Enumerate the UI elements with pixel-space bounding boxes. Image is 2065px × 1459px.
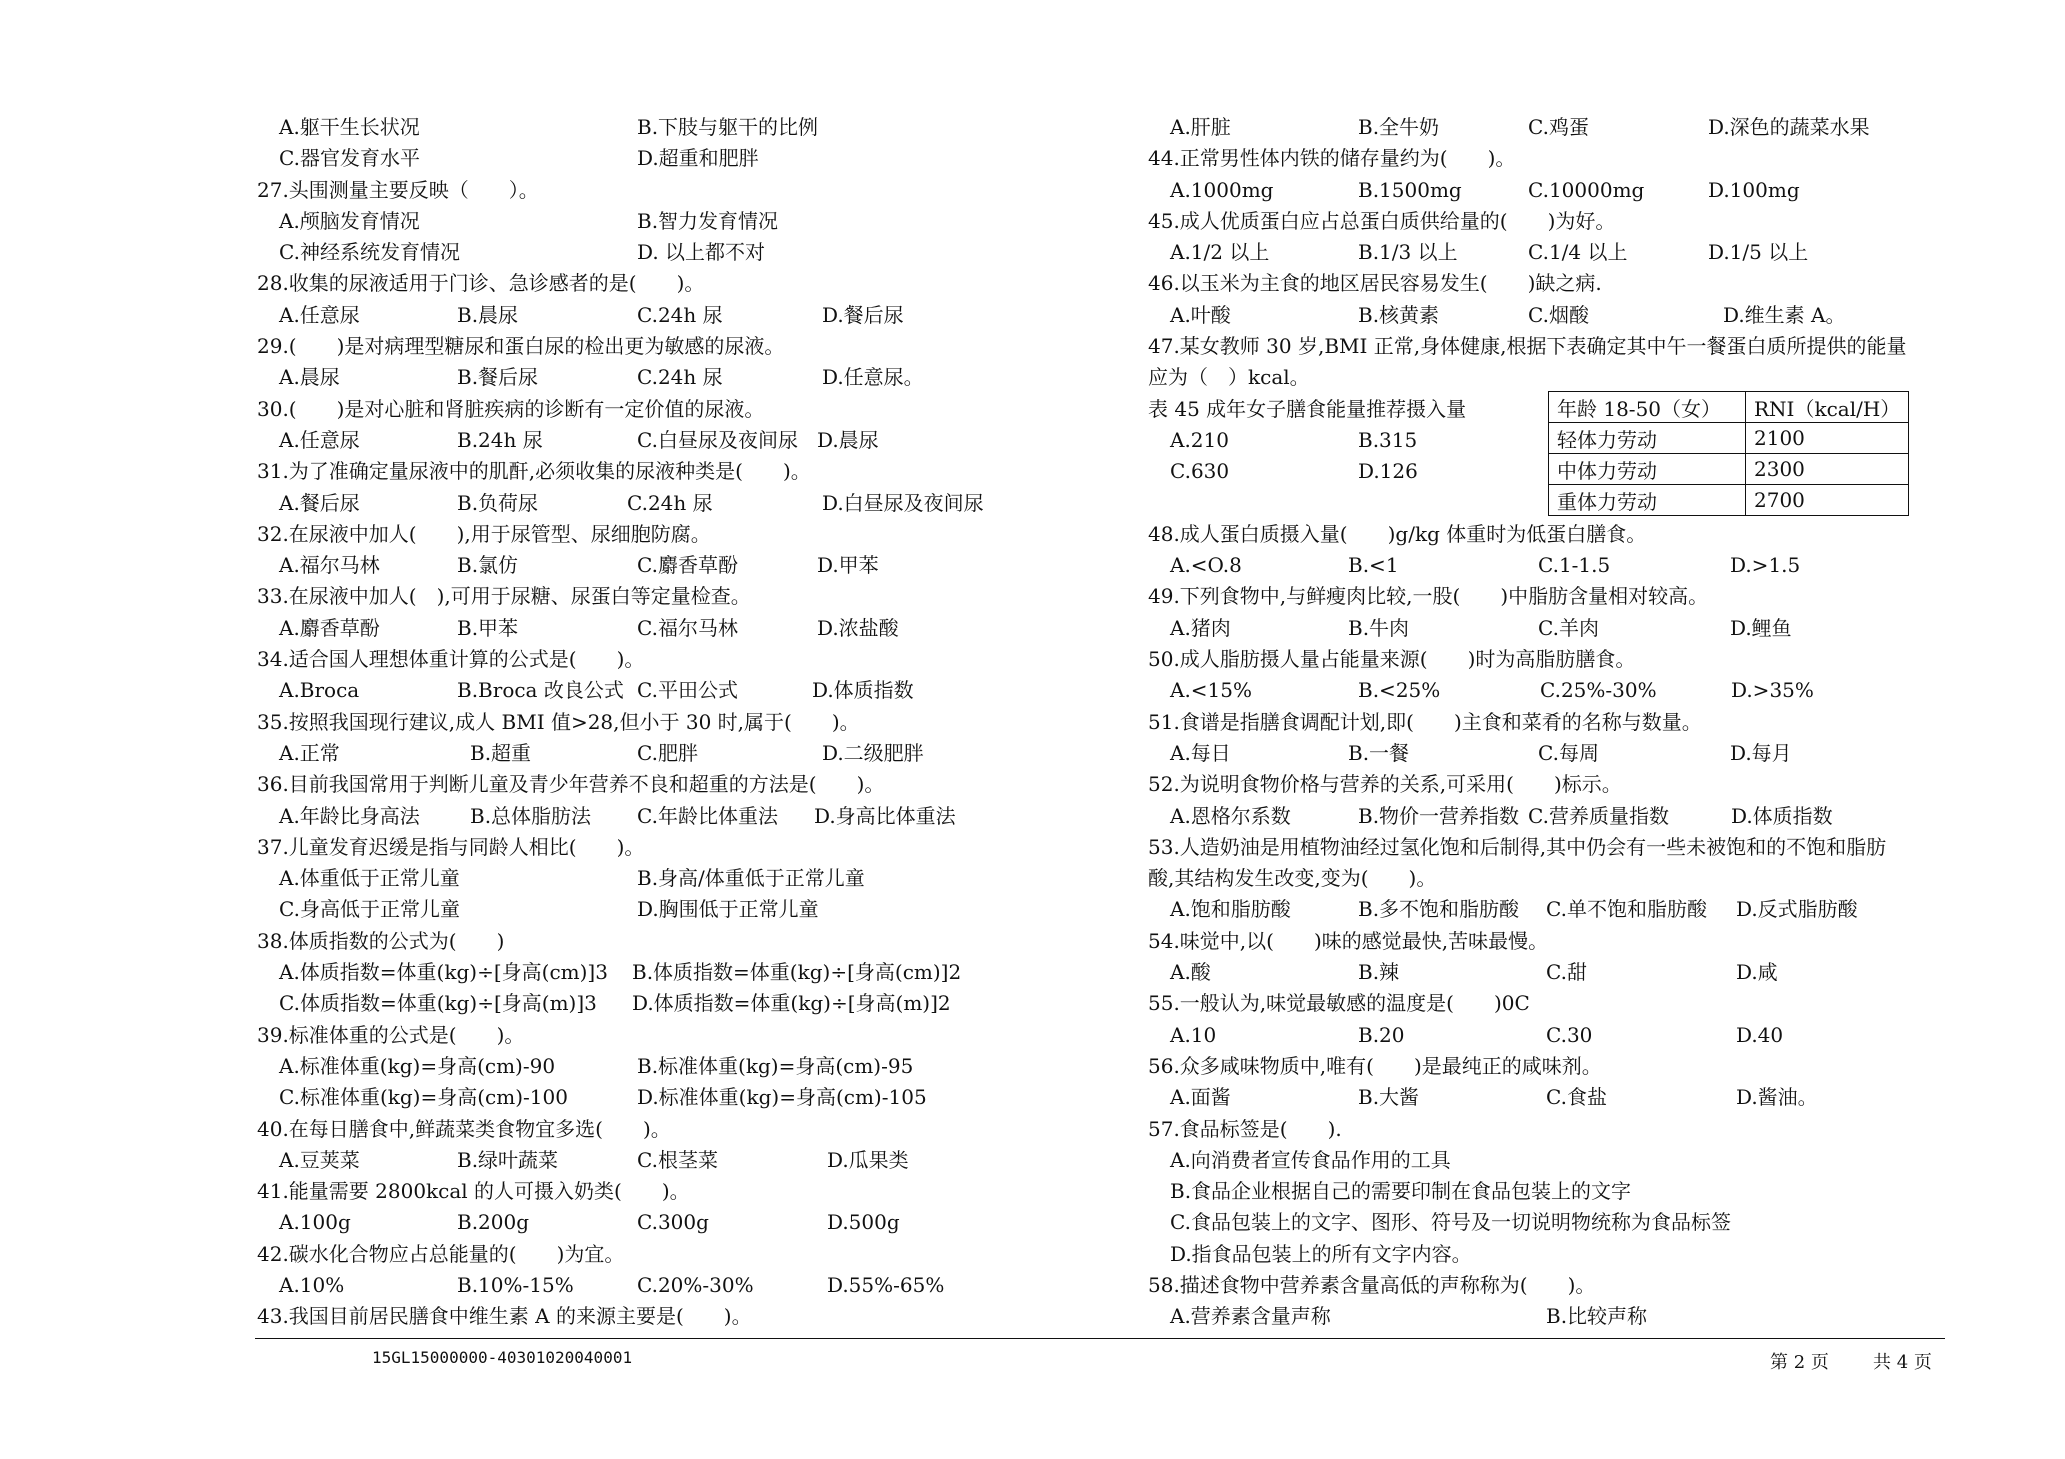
option-a: A.酸 [1170,960,1211,985]
options-line [257,894,1032,925]
option-b: D.超重和肥胖 [637,146,759,171]
question-line: 34.适合国人理想体重计算的公式是( )。 [257,647,645,672]
option-b: B.餐后尿 [457,365,539,390]
options-line [257,1207,1032,1238]
question-line: 51.食谱是指膳食调配计划,即( )主食和菜肴的名称与数量。 [1148,709,1702,734]
question-line: 52.为说明食物价格与营养的关系,可采用( )标示。 [1148,772,1622,797]
question-line: 44.正常男性体内铁的储存量约为( )。 [1148,146,1516,171]
footer-code: 15GL15000000-40301020040001 [372,1348,633,1367]
options-line [1148,613,1948,644]
question-line: 27.头围测量主要反映（ ）。 [257,177,539,202]
option-b: B.总体脂肪法 [470,803,592,828]
option-d: D.鲤鱼 [1730,615,1792,640]
options-line [1148,1239,1948,1270]
option-b: B.核黄素 [1358,302,1440,327]
option-d: D.深色的蔬菜水果 [1708,115,1870,139]
footer-page-number: 第 2 页 [1770,1352,1829,1373]
options-line [257,206,1032,237]
option-a: C.标准体重(kg)=身高(cm)-100 [279,1085,568,1110]
option-b: B.甲苯 [457,615,519,640]
question-line: 57.食品标签是( ). [1148,1116,1342,1141]
option-b: B.下肢与躯干的比例 [637,115,819,139]
options-line [1148,1301,1948,1332]
option-a: B.食品企业根据自己的需要印制在食品包装上的文字 [1170,1179,1632,1204]
option-d: D.每月 [1730,740,1792,765]
table-row [1549,485,1909,516]
option-d: D.任意尿。 [822,365,924,390]
option-b: B.315 [1358,427,1418,452]
option-a: A.体重低于正常儿童 [279,866,460,891]
option-d: D.身高比体重法 [814,803,956,828]
options-line [1148,675,1948,706]
option-d: D.40 [1736,1022,1784,1047]
options-line [257,300,1032,331]
option-d: D.甲苯 [817,553,879,578]
options-line [257,1051,1032,1082]
option-c: C.1/4 以上 [1528,240,1628,265]
option-c: C.每周 [1538,740,1599,765]
question-line: 53.人造奶油是用植物油经过氢化饱和后制得,其中仍会有一些未被饱和的不饱和脂肪 [1148,834,1887,859]
option-b: B.牛肉 [1348,615,1410,640]
table-cell: 2100 [1746,423,1909,454]
option-b: B.标准体重(kg)=身高(cm)-95 [637,1053,914,1078]
question-line: 58.描述食物中营养素含量高低的声称称为( )。 [1148,1272,1596,1297]
question-line: 38.体质指数的公式为( ) [257,928,505,953]
option-c: C.平田公式 [637,678,738,703]
question-line: 应为（ ）kcal。 [1148,365,1310,390]
options-line [257,863,1032,894]
options-line [1148,1207,1948,1238]
option-b: B.1/3 以上 [1358,240,1458,265]
option-b: B.全牛奶 [1358,115,1440,139]
options-line [257,112,1032,143]
options-line [257,550,1032,581]
option-a: C.630 [1170,459,1230,484]
option-a: C.食品包装上的文字、图形、符号及一切说明物统称为食品标签 [1170,1210,1731,1235]
question-line: 33.在尿液中加人( ),可用于尿糖、尿蛋白等定量检查。 [257,584,751,609]
option-c: C.烟酸 [1528,302,1589,327]
options-line [257,488,1032,519]
option-d: D.500g [827,1210,900,1235]
option-a: A.面酱 [1170,1085,1231,1110]
option-b: B.<1 [1348,553,1399,578]
option-a: C.体质指数=体重(kg)÷[身高(m)]3 [279,991,597,1016]
options-line [257,425,1032,456]
question-line: 40.在每日膳食中,鲜蔬菜类食物宜多选( )。 [257,1116,671,1141]
options-line [257,1145,1032,1176]
option-c: C.10000mg [1528,177,1645,202]
option-c: C.白昼尿及夜间尿 [637,427,798,452]
options-line [1148,112,1948,143]
left-column [257,112,1032,1333]
option-d: D.餐后尿 [822,302,904,327]
option-d: D.咸 [1736,960,1778,985]
option-a: C.身高低于正常儿童 [279,897,460,922]
option-c: C.20%-30% [637,1272,754,1297]
option-a: A.210 [1170,427,1229,452]
option-b: D.标准体重(kg)=身高(cm)-105 [637,1085,927,1110]
option-d: D.100mg [1708,177,1800,202]
table-cell: 2700 [1746,485,1909,516]
question-line: 39.标准体重的公式是( )。 [257,1022,525,1047]
option-d: D.1/5 以上 [1708,240,1809,265]
table-cell: 轻体力劳动 [1549,423,1746,454]
option-c: C.食盐 [1546,1085,1607,1110]
options-line [1148,175,1948,206]
question-line: 表 45 成年女子膳食能量推荐摄入量 [1148,396,1467,421]
option-d: D.瓜果类 [827,1147,909,1172]
question-line: 37.儿童发育迟缓是指与同龄人相比( )。 [257,834,645,859]
option-a: A.晨尿 [279,365,340,390]
options-line [1148,894,1948,925]
option-a: A.10% [279,1272,345,1297]
option-a: A.躯干生长状况 [279,115,420,139]
option-d: D.体质指数 [1731,803,1833,828]
option-d: D.>35% [1731,678,1814,703]
question-line: 35.按照我国现行建议,成人 BMI 值>28,但小于 30 时,属于( )。 [257,709,860,734]
energy-rni-table [1548,391,1909,516]
option-a: A.猪肉 [1170,615,1231,640]
option-a: A.营养素含量声称 [1170,1304,1331,1329]
option-c: C.1-1.5 [1538,553,1611,578]
table-cell: RNI（kcal/H） [1746,392,1909,423]
option-b: B.晨尿 [457,302,519,327]
option-b: B.一餐 [1348,740,1410,765]
option-b: B.负荷尿 [457,490,539,515]
option-b: B.大酱 [1358,1085,1420,1110]
options-line [257,988,1032,1019]
option-d: D.体质指数 [812,678,914,703]
question-line: 46.以玉米为主食的地区居民容易发生( )缺之病. [1148,271,1602,296]
option-d: D.55%-65% [827,1272,945,1297]
option-c: C.单不饱和脂肪酸 [1546,897,1707,922]
options-line [1148,550,1948,581]
option-d: D.酱油。 [1736,1085,1818,1110]
option-b: B.多不饱和脂肪酸 [1358,897,1520,922]
option-a: A.颅脑发育情况 [279,208,420,233]
options-line [1148,801,1948,832]
option-a: A.每日 [1170,740,1231,765]
option-a: A.1000mg [1170,177,1274,202]
question-line: 32.在尿液中加人( ),用于尿管型、尿细胞防腐。 [257,521,711,546]
option-b: B.<25% [1358,678,1441,703]
option-c: C.30 [1546,1022,1593,1047]
question-line: 酸,其结构发生改变,变为( )。 [1148,866,1437,891]
option-b: B.体质指数=体重(kg)÷[身高(cm)]2 [632,960,962,985]
options-line [257,1270,1032,1301]
option-a: A.Broca [279,678,360,703]
option-a: A.豆荚菜 [279,1147,360,1172]
option-a: A.麝香草酚 [279,615,380,640]
option-b: B.200g [457,1210,530,1235]
option-a: A.任意尿 [279,427,360,452]
options-line [257,1082,1032,1113]
option-c: C.肥胖 [637,740,698,765]
option-d: D.反式脂肪酸 [1736,897,1858,922]
option-b: B.智力发育情况 [637,208,779,233]
question-line: 55.一般认为,味觉最敏感的温度是( )0C [1148,991,1530,1016]
option-d: D.晨尿 [817,427,879,452]
option-c: C.甜 [1546,960,1587,985]
option-a: A.向消费者宣传食品作用的工具 [1170,1147,1451,1172]
options-line [1148,237,1948,268]
option-d: D.二级肥胖 [822,740,924,765]
options-line [1148,957,1948,988]
options-line [1148,738,1948,769]
options-line [257,675,1032,706]
option-a: A.年龄比身高法 [279,803,420,828]
option-c: C.福尔马林 [637,615,738,640]
question-line: 43.我国目前居民膳食中维生素 A 的来源主要是( )。 [257,1304,752,1329]
question-line: 54.味觉中,以( )味的感觉最快,苦味最慢。 [1148,928,1549,953]
option-a: A.饱和脂肪酸 [1170,897,1291,922]
option-c: C.根茎菜 [637,1147,718,1172]
question-line: 56.众多咸味物质中,唯有( )是最纯正的咸味剂。 [1148,1053,1602,1078]
option-a: A.<15% [1170,678,1253,703]
option-b: B.身高/体重低于正常儿童 [637,866,865,891]
question-line: 48.成人蛋白质摄入量( )g/kg 体重时为低蛋白膳食。 [1148,521,1647,546]
option-b: B.氯仿 [457,553,519,578]
option-b: B.超重 [470,740,532,765]
option-c: C.鸡蛋 [1528,115,1589,139]
question-line: 28.收集的尿液适用于门诊、急诊感者的是( )。 [257,271,705,296]
table-cell: 2300 [1746,454,1909,485]
option-c: C.300g [637,1210,709,1235]
option-b: D.胸围低于正常儿童 [637,897,819,922]
question-line: 45.成人优质蛋白应占总蛋白质供给量的( )为好。 [1148,208,1616,233]
option-a: D.指食品包装上的所有文字内容。 [1170,1241,1472,1266]
footer-total-pages: 共 4 页 [1873,1352,1932,1373]
option-b: B.物价一营养指数 [1358,803,1520,828]
option-b: B.绿叶蔬菜 [457,1147,559,1172]
option-b: B.1500mg [1358,177,1462,202]
option-a: A.恩格尔系数 [1170,803,1291,828]
options-line [1148,1145,1948,1176]
option-b: B.辣 [1358,960,1400,985]
table-row [1549,454,1909,485]
option-a: A.任意尿 [279,302,360,327]
option-c: C.羊肉 [1538,615,1599,640]
option-b: B.24h 尿 [457,427,543,452]
option-a: A.<O.8 [1170,553,1242,578]
question-line: 42.碳水化合物应占总能量的( )为宜。 [257,1241,625,1266]
question-line: 31.为了准确定量尿液中的肌酐,必须收集的尿液种类是( )。 [257,459,811,484]
option-a: A.福尔马林 [279,553,380,578]
footer-divider [255,1338,1945,1339]
option-d: D.白昼尿及夜间尿 [822,490,984,515]
options-line [257,237,1032,268]
question-line: 49.下列食物中,与鲜瘦肉比较,一股( )中脂肪含量相对较高。 [1148,584,1709,609]
option-d: D.维生素 A。 [1723,302,1846,327]
option-a: A.10 [1170,1022,1217,1047]
option-b: B.20 [1358,1022,1405,1047]
option-b: B.Broca 改良公式 [457,678,624,703]
option-c: C.麝香草酚 [637,553,738,578]
question-line: 29.( )是对病理型糖尿和蛋白尿的检出更为敏感的尿液。 [257,334,785,359]
options-line [257,957,1032,988]
options-line [257,143,1032,174]
option-a: A.100g [279,1210,351,1235]
options-line [1148,1082,1948,1113]
question-line: 47.某女教师 30 岁,BMI 正常,身体健康,根据下表确定其中午一餐蛋白质所提供的能量 [1148,334,1907,359]
options-line [257,801,1032,832]
option-a: A.肝脏 [1170,115,1231,139]
options-line [1148,300,1948,331]
option-a: A.正常 [279,740,340,765]
option-b: D. 以上都不对 [637,240,766,265]
option-c: C.24h 尿 [637,365,723,390]
option-b: D.体质指数=体重(kg)÷[身高(m)]2 [632,991,951,1016]
option-c: C.年龄比体重法 [637,803,778,828]
option-c: C.24h 尿 [627,490,713,515]
option-a: C.神经系统发育情况 [279,240,460,265]
question-line: 30.( )是对心脏和肾脏疾病的诊断有一定价值的尿液。 [257,396,765,421]
option-d: D.>1.5 [1730,553,1801,578]
option-a: A.标准体重(kg)=身高(cm)-90 [279,1053,556,1078]
question-line: 36.目前我国常用于判断儿童及青少年营养不良和超重的方法是( )。 [257,772,885,797]
options-line [1148,1176,1948,1207]
table-cell: 年龄 18-50（女） [1549,392,1746,423]
table-row [1549,423,1909,454]
option-c: C.24h 尿 [637,302,723,327]
right-column [1148,112,1948,1333]
option-b: B.10%-15% [457,1272,574,1297]
options-line [257,362,1032,393]
options-line [257,613,1032,644]
option-a: A.叶酸 [1170,302,1231,327]
option-a: C.器官发育水平 [279,146,420,171]
option-d: D.浓盐酸 [817,615,899,640]
option-c: C.营养质量指数 [1528,803,1669,828]
option-b: D.126 [1358,459,1418,484]
table-header-row [1549,392,1909,423]
question-line: 41.能量需要 2800kcal 的人可摄入奶类( )。 [257,1179,690,1204]
table-cell: 重体力劳动 [1549,485,1746,516]
option-b: B.比较声称 [1546,1304,1648,1329]
options-line [257,738,1032,769]
question-line: 50.成人脂肪摄人量占能量来源( )时为高脂肪膳食。 [1148,647,1636,672]
option-a: A.餐后尿 [279,490,360,515]
option-a: A.体质指数=体重(kg)÷[身高(cm)]3 [279,960,608,985]
option-c: C.25%-30% [1540,678,1657,703]
option-a: A.1/2 以上 [1170,240,1270,265]
options-line [1148,1020,1948,1051]
table-cell: 中体力劳动 [1549,454,1746,485]
